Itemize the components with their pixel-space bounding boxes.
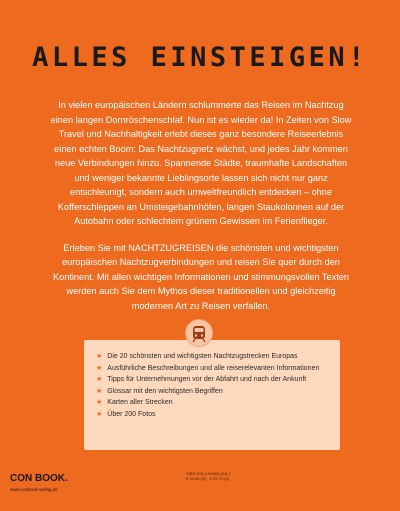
isbn-number: ISBN 978-3-95889-416-7: [186, 471, 231, 476]
feature-item: [96, 409, 332, 421]
intro-text: [48, 98, 354, 325]
star-icon: ★: [96, 376, 103, 384]
star-icon: ★: [96, 410, 103, 418]
star-icon: ★: [96, 353, 103, 360]
publisher-url: www.conbook-verlag.de: [10, 487, 58, 492]
feature-item: [96, 351, 332, 363]
star-icon: ★: [96, 364, 103, 372]
feature-list: [96, 351, 332, 421]
feature-item: [96, 386, 332, 398]
train-icon: [185, 319, 213, 347]
feature-item: [96, 374, 332, 386]
feature-label: Tipps für Unternehmungen vor der Abfahrt und nach der Ankunft: [107, 376, 307, 384]
price: € 24,95 (D) · € 25,70 (A): [186, 476, 230, 481]
intro-paragraph-1: In vielen europäischen Ländern schlummerte das Reisen im Nachtzug einen langen Dornröschenschlaf. Nun ist es wieder da! In Zeiten von Slow Travel und Nachhaltigkeit erlebt dieses ganz besondere Reiseerlebnis einen echten Boom: Das Nachtzugnetz wächst, und jedes Jahr kommen neue Verbindungen hinzu. Spannende Städte, traumhafte Landschaften und weniger bekannte Lieblingsorte lassen sich nicht nur ganz entschleunigt, sondern auch umweltfreundlich entdecken – ohne Kofferschleppen an Umsteigebahnhöfen, langen Staukolonnen auf der Autobahn oder schlechtem grünem Gewissen im Ferienflieger.: [50, 100, 352, 226]
feature-label: Karten aller Strecken: [107, 399, 173, 407]
feature-label: Über 200 Fotos: [107, 410, 156, 418]
feature-label: Ausführliche Beschreibungen und alle reiserelevanten Informationen: [107, 364, 320, 372]
headline: ALLES EINSTEIGEN!: [32, 42, 368, 73]
feature-box: [84, 340, 340, 450]
publisher-logo: CON BOOK.: [10, 473, 68, 484]
intro-paragraph-2: Erleben Sie mit NACHTZUGREISEN die schönsten und wichtigsten europäischen Nachtzugverbindungen und reisen Sie quer durch den Kontinent. Mit allen wichtigen Informationen und stimmungsvollen Texten werden auch Sie dem Mythos dieser traditionellen und gleichzeitig modernen Art zu Reisen verfallen.: [52, 242, 350, 311]
feature-label: Die 20 schönsten und wichtigsten Nachtzugstrecken Europas: [107, 353, 298, 360]
feature-label: Glossar mit den wichtigsten Begriffen: [107, 387, 223, 395]
star-icon: ★: [96, 399, 103, 407]
feature-item: [96, 363, 332, 375]
isbn-info: [186, 471, 236, 481]
feature-item: [96, 397, 332, 409]
star-icon: ★: [96, 387, 103, 395]
